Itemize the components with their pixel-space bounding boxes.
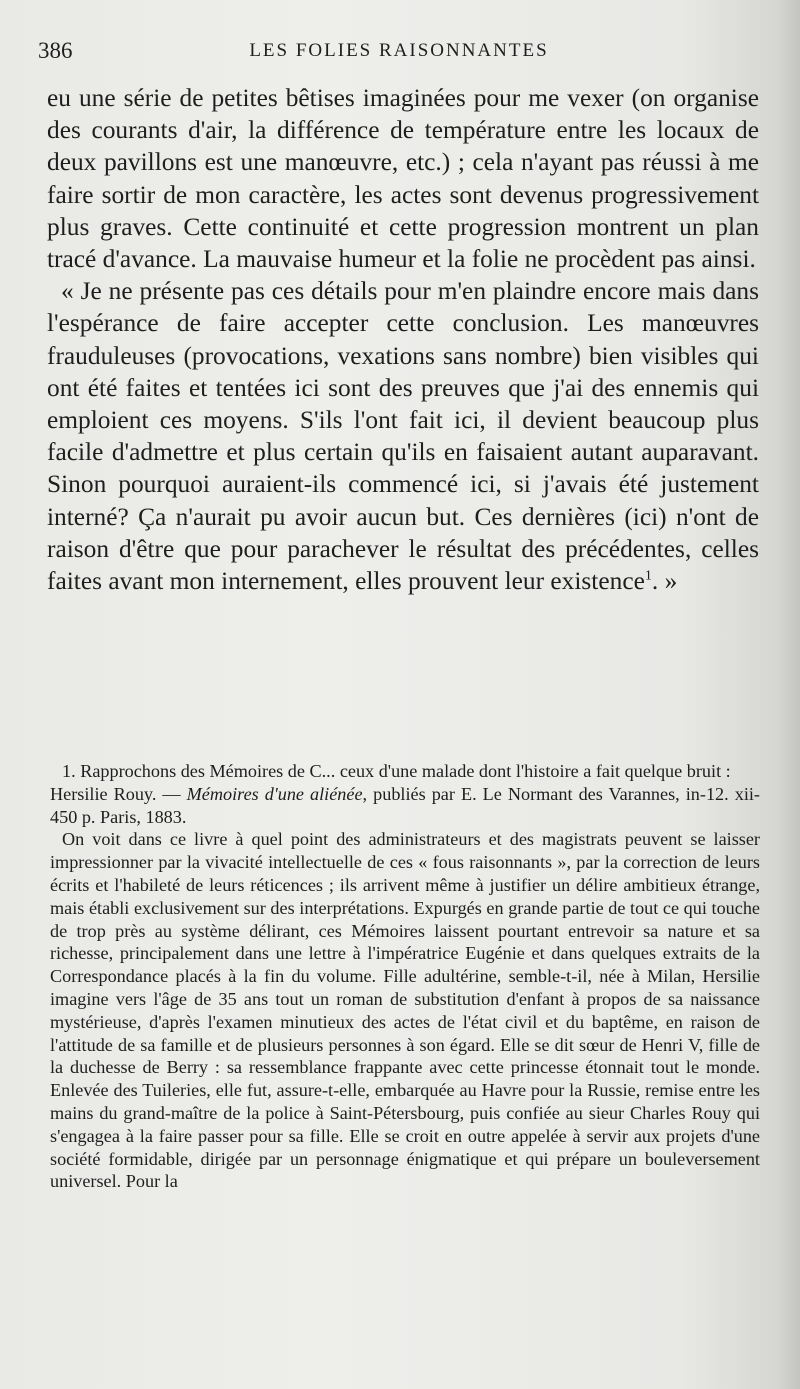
footnotes: [50, 760, 760, 1193]
reference-details: , publiés par E. Le Normant des Varannes, in-12. xii-450 p. Paris, 1883.: [50, 783, 760, 827]
footnote-marker: 1: [644, 568, 652, 584]
body-paragraph-1: eu une série de petites bêtises imaginées pour me vexer (on organise des courants d'air, la différence de température entre les locaux de deux pavillons est une manœuvre, etc.) ; cela n'ayant pas réussi à me faire sortir de mon caractère, les actes sont devenus progressivement plus graves. Cette continuité et cette progression montrent un plan tracé d'avance. La mauvaise humeur et la folie ne procèdent pas ainsi.: [47, 84, 759, 274]
running-header: [38, 38, 760, 68]
running-title: LES FOLIES RAISONNANTES: [249, 40, 549, 61]
reference-title: Mémoires d'une aliénée: [186, 783, 363, 804]
body-paragraph-2-text: « Je ne présente pas ces détails pour m'en plaindre encore mais dans l'espérance de faire accepter cette conclusion. Les manœuvres frauduleuses (provocations, vexations sans nombre) bien visibles qui ont été faites et tentées ici sont des preuves que j'ai des ennemis qui emploient ces moyens. S'ils l'ont fait ici, il devient beaucoup plus facile d'admettre et plus certain qu'ils en faisaient autant auparavant. Sinon pourquoi auraient-ils commencé ici, si j'avais été justement interné? Ça n'aurait pu avoir aucun but. Ces dernières (ici) n'ont de raison d'être que pour parachever le résultat des précédentes, celles faites avant mon internement, elles prouvent leur existence: [47, 277, 759, 596]
body-paragraph-2-end: . »: [651, 567, 678, 596]
footnote-1: 1. Rapprochons des Mémoires de C... ceux d'une malade dont l'histoire a fait quelque bruit :: [62, 761, 731, 781]
main-text: [47, 82, 759, 597]
page-number: 386: [38, 38, 73, 63]
body-paragraph-2: [47, 275, 759, 597]
reference-author: Hersilie Rouy. —: [50, 783, 187, 804]
footnote-reference: [50, 783, 760, 829]
footnote-commentary: On voit dans ce livre à quel point des administrateurs et des magistrats peuvent se laisser impressionner par la vivacité intellectuelle de ces « fous raisonnants », par la correction de leurs écrits et l'habileté de leurs réticences ; ils arrivent même à justifier un délire ambitieux étrange, mais établi exclusivement sur des interprétations. Expurgés en grande partie de tout ce qui touche de trop près au système délirant, ces Mémoires laissent pourtant entrevoir sa nature et sa richesse, principalement dans une lettre à l'impératrice Eugénie et dans quelques extraits de la Correspondance placés à la fin du volume. Fille adultérine, semble-t-il, née à Milan, Hersilie imagine vers l'âge de 35 ans tout un roman de substitution d'enfant à propos de sa naissance mystérieuse, d'après l'examen minutieux des actes de l'état civil et du baptême, en raison de l'attitude de sa famille et de plusieurs personnes à son égard. Elle se dit sœur de Henri V, fille de la duchesse de Berry : sa ressemblance frappante avec cette princesse étonnait tout le monde. Enlevée des Tuileries, elle fut, assure-t-elle, embarquée au Havre pour la Russie, remise entre les mains du grand-maître de la police à Saint-Pétersbourg, puis confiée au sieur Charles Rouy qui s'engagea à la faire passer pour sa fille. Elle se croit en outre appelée à servir aux projets d'une société formidable, dirigée par un personnage énigmatique et qui prépare un bouleversement universel. Pour la: [50, 829, 760, 1192]
